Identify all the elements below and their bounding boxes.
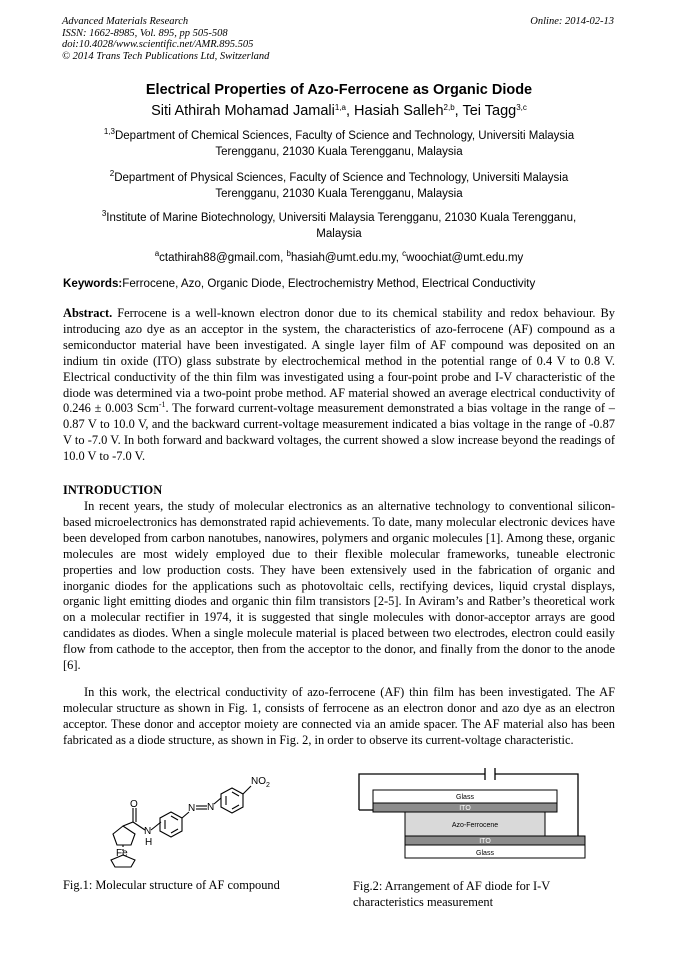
caption-line: Fig.2: Arrangement of AF diode for I-V: [353, 879, 551, 893]
glass-top-label: Glass: [456, 794, 474, 801]
figure-1-caption: Fig.1: Molecular structure of AF compound: [63, 878, 280, 892]
keywords: [63, 277, 623, 290]
intro-paragraph-1: In recent years, the study of molecular electronics as an alternative technology to conventional silicon-based microelectronics has demonstrated rapid achievements. To date, many molecular electronic devices have been developed from carbon nanotubes, nanowires, polymers and organic molecules [1]. Among these, organic molecules are most widely employed due to their flexible molecular frameworks, tuneable electronic properties and low production costs. They have been extensively used in the fabrication of organic and inorganic diodes for the applications such as photovoltaic cells, rectifying devices, liquid crystal displays, organic light emitting diodes and organic thin film transistors [2-5]. In Aviram’s and Ratber’s theoretical work on a molecular rectifier in 1974, it is suggested that single molecules with donor-acceptor arrays are good candidates as diodes. When a single molecule material is placed between two electrodes, electron could easily flow from cathode to the acceptor, then from the acceptor to the donor, and finally from the donor to the anode [6].: [63, 499, 615, 673]
affiliation-line: Department of Physical Sciences, Faculty of Science and Technology, Universiti Malaysia: [114, 172, 569, 184]
atom-n: N: [188, 803, 196, 814]
online-date: Online: 2014-02-13: [530, 16, 614, 27]
affiliation-line: Institute of Marine Biotechnology, Universiti Malaysia Terengganu, 21030 Kuala Terengganu,: [106, 212, 577, 224]
author-sep: ,: [454, 103, 463, 119]
affiliation-line: Department of Chemical Sciences, Faculty of Science and Technology, Universiti Malaysia: [114, 130, 575, 142]
email-sup: b: [286, 249, 291, 258]
abstract-text: . The forward current-voltage measurement demonstrated a bias voltage in the range of –0.87 V to 10.0 V, and the backward current-voltage measurement indicated a bias voltage in the range of -0.87 V to -7.0 V. In both forward and backward voltages, the current showed a slow increase beyond the readings of 10.0 V to -7.0 V.: [63, 401, 615, 464]
keywords-label: Keywords:: [63, 277, 123, 290]
journal-doi: doi:10.4028/www.scientific.net/AMR.895.505: [62, 39, 254, 50]
ito-top-label: ITO: [459, 805, 471, 812]
author-name: Tei Tagg: [462, 103, 517, 119]
journal-issn: ISSN: 1662-8985, Vol. 895, pp 505-508: [62, 27, 228, 39]
caption-line: characteristics measurement: [353, 894, 494, 909]
figure-2-diode-diagram: [345, 766, 595, 866]
keywords-text: Ferrocene, Azo, Organic Diode, Electrochemistry Method, Electrical Conductivity: [122, 277, 536, 290]
atom-h: H: [145, 837, 153, 848]
journal-header: [62, 16, 614, 62]
affiliation-sup: 3: [101, 209, 107, 218]
affiliation-3: [60, 210, 618, 242]
journal-copyright: © 2014 Trans Tech Publications Ltd, Switzerland: [62, 50, 270, 62]
atom-n: N: [207, 802, 215, 813]
paper-title: Electrical Properties of Azo-Ferrocene as Organic Diode: [145, 82, 533, 98]
intro-paragraph-2: In this work, the electrical conductivity of azo-ferrocene (AF) thin film has been investigated. The AF molecular structure as shown in Fig. 1, consists of ferrocene as an electron donor and azo dye as an electron acceptor. These donor and acceptor moiety are connected via an amide spacer. The AF material also has been fabricated as a diode structure, as shown in Fig. 2, in order to observe its current-voltage characteristic.: [63, 685, 615, 747]
email-address[interactable]: hasiah@umt.edu.my,: [290, 252, 403, 264]
email-list: [60, 250, 618, 266]
nitro-subscript: 2: [266, 782, 270, 789]
nitro-label: NO: [251, 776, 266, 787]
atom-o: O: [130, 799, 138, 810]
abstract-label: Abstract.: [63, 306, 113, 320]
email-address[interactable]: woochiat@umt.edu.my: [406, 252, 524, 264]
section-heading: INTRODUCTION: [63, 483, 163, 497]
email-sup: c: [402, 249, 407, 258]
azo-ferrocene-label: Azo-Ferrocene: [451, 822, 499, 829]
affiliation-2: [60, 170, 618, 202]
journal-name: Advanced Materials Research: [62, 16, 189, 27]
author-sep: ,: [345, 103, 355, 119]
author-name: Hasiah Salleh: [354, 103, 444, 119]
figure-2-caption: [353, 879, 550, 910]
affiliation-sup: 2: [109, 169, 115, 178]
affiliation-1: [60, 128, 618, 160]
author-sup: 3,c: [516, 103, 527, 112]
glass-bottom-label: Glass: [476, 850, 494, 857]
affiliation-line: Terengganu, 21030 Kuala Terengganu, Malaysia: [215, 188, 463, 200]
affiliation-sup: 1,3: [103, 127, 115, 136]
email-sup: a: [154, 249, 160, 258]
email-address[interactable]: ctathirah88@gmail.com,: [159, 252, 287, 264]
abstract-text: Ferrocene is a well-known electron donor due to its chemical stability and redox behaviour. By introducing azo dye as an acceptor in the system, the characteristics of azo-ferrocene (AF) compound as a semiconductor material have been investigated. A single layer film of AF compound was deposited on an indium tin oxide (ITO) glass substrate by electrochemical method in the potential range of 0.4 V to 0.8 V. Electrical conductivity of the thin film was investigated using a four-point probe and I-V characteristic of the diode was determined via a two-point probe method. AF material showed an average electrical conductivity of 0.246 ± 0.003 Scm: [63, 306, 615, 416]
ito-bottom-label: ITO: [479, 838, 491, 845]
author-name: Siti Athirah Mohamad Jamali: [151, 103, 335, 119]
author-sup: 1,a: [334, 103, 346, 112]
abstract: [63, 306, 615, 465]
author-sup: 2,b: [443, 103, 455, 112]
affiliation-line: Terengganu, 21030 Kuala Terengganu, Malaysia: [215, 146, 463, 158]
glass-bottom-layer: [405, 845, 585, 858]
author-list: [40, 103, 638, 119]
atom-n: N: [144, 826, 152, 837]
atom-fe: Fe: [116, 848, 128, 859]
figure-1-molecular-structure: [85, 770, 310, 868]
unit-superscript: -1: [158, 400, 166, 410]
affiliation-line: Malaysia: [316, 228, 362, 240]
ito-bottom-layer: [405, 836, 585, 845]
nitro-group: [251, 776, 270, 789]
